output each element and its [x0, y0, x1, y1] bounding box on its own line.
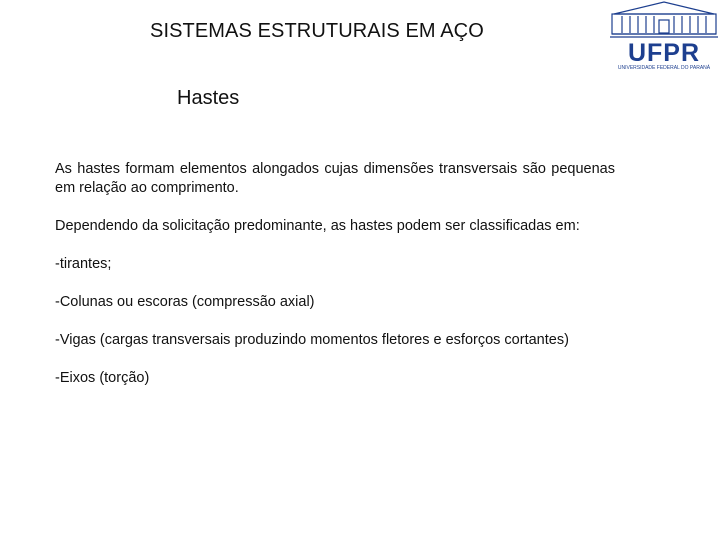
section-heading: Hastes — [177, 87, 240, 109]
ufpr-logo-caption: UNIVERSIDADE FEDERAL DO PARANÁ — [617, 65, 711, 71]
ufpr-logo — [608, 0, 720, 72]
slide-title: SISTEMAS ESTRUTURAIS EM AÇO — [150, 20, 484, 42]
list-item-eixos: -Eixos (torção) — [55, 370, 150, 386]
list-item-tirantes: -tirantes; — [55, 256, 112, 272]
ufpr-logo-text: UFPR — [627, 39, 701, 67]
definition-paragraph: As hastes formam elementos alongados cujas dimensões transversais são pequenas em relação ao comprimento. — [55, 161, 615, 196]
list-item-colunas: -Colunas ou escoras (compressão axial) — [55, 294, 315, 310]
body-text — [55, 160, 615, 407]
building-icon — [610, 2, 718, 37]
classification-intro: Dependendo da solicitação predominante, as hastes podem ser classificadas em: — [55, 218, 580, 234]
list-item-vigas: -Vigas (cargas transversais produzindo momentos fletores e esforços cortantes) — [55, 332, 569, 348]
